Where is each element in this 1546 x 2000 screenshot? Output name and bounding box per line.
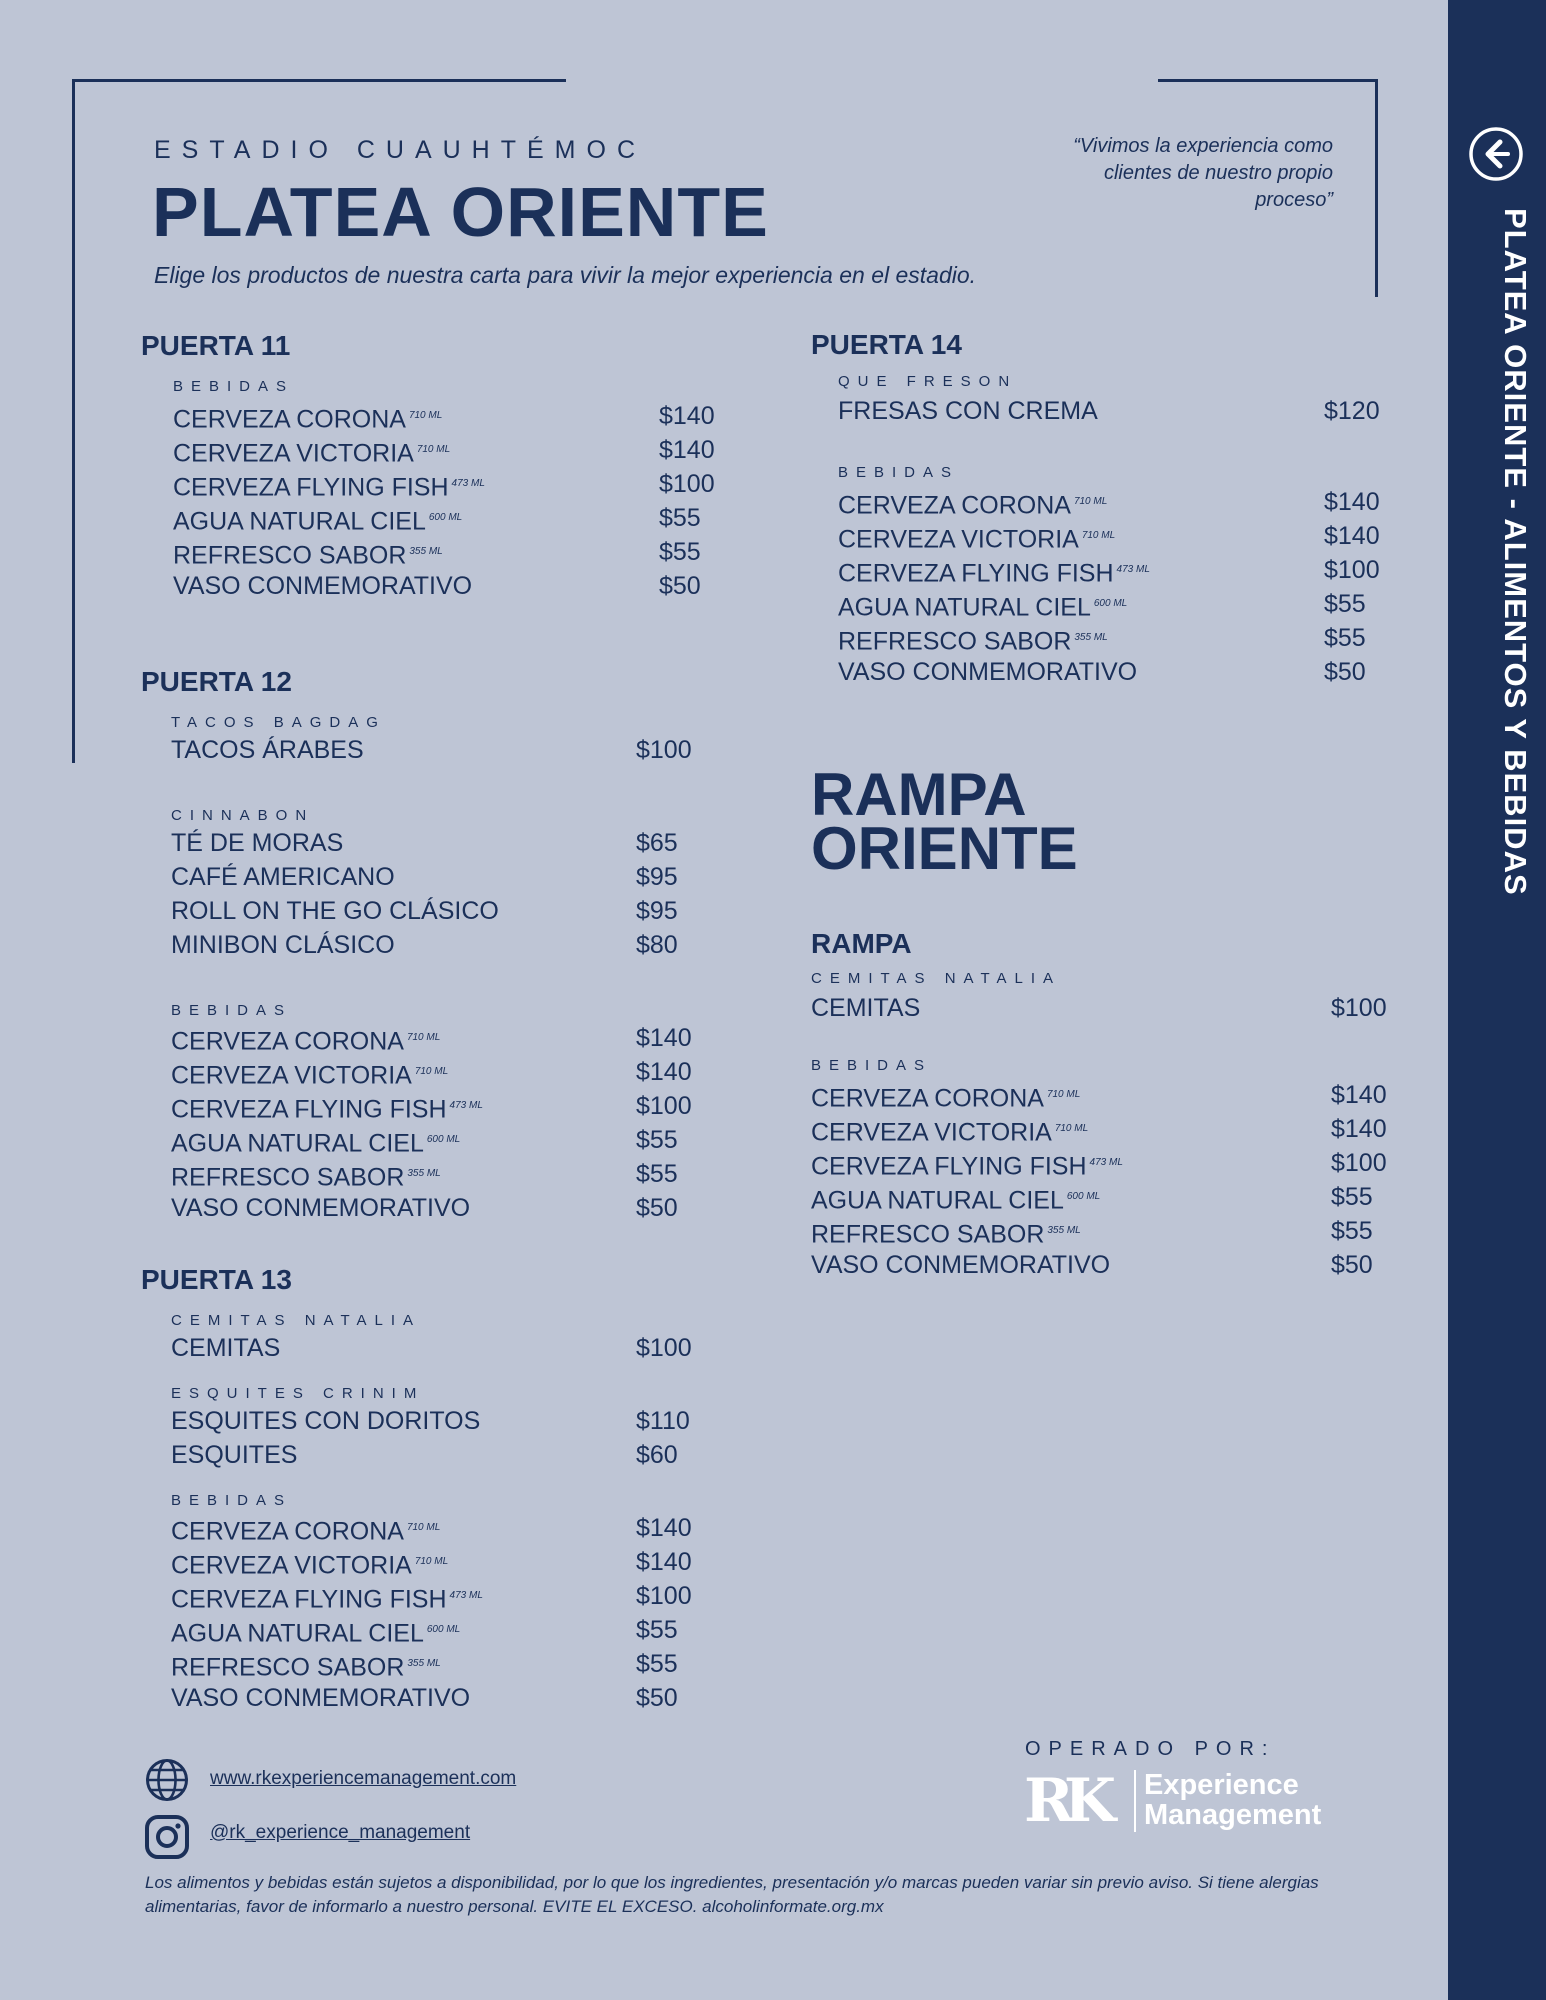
menu-item: [171, 1021, 726, 1055]
item-price: $55: [1331, 1183, 1373, 1211]
vendor-name: BEBIDAS: [173, 378, 295, 395]
item-price: $55: [636, 1160, 678, 1188]
item-price: $50: [636, 1684, 678, 1712]
menu-item: [171, 1123, 726, 1157]
vendor-name: CINNABON: [171, 807, 315, 824]
item-price: $120: [1324, 397, 1380, 425]
menu-item: [173, 399, 749, 433]
item-name: AGUA NATURAL CIEL: [811, 1186, 1064, 1215]
item-name: CERVEZA CORONA: [811, 1084, 1044, 1113]
item-price: $55: [636, 1616, 678, 1644]
item-price: $140: [659, 402, 715, 430]
item-name: VASO CONMEMORATIVO: [838, 658, 1138, 686]
menu-group: [173, 378, 749, 603]
menu-group: [171, 807, 726, 962]
section-title: PUERTA 12: [141, 666, 292, 697]
item-price: $140: [636, 1514, 692, 1542]
vendor-name: TACOS BAGDAG: [171, 714, 386, 731]
item-name: CERVEZA VICTORIA: [173, 439, 414, 468]
item-name: REFRESCO SABOR: [811, 1220, 1045, 1249]
item-size: 710 ML: [414, 1556, 449, 1567]
frame-top-right: [1158, 79, 1378, 82]
item-price: $100: [636, 1334, 692, 1362]
item-size: 473 ML: [1116, 564, 1150, 575]
menu-item: [171, 1545, 726, 1579]
item-size: 600 ML: [1066, 1191, 1101, 1202]
menu-item: [838, 587, 1414, 621]
menu-item: [811, 991, 1421, 1025]
menu-item: [171, 1613, 726, 1647]
item-name: AGUA NATURAL CIEL: [171, 1619, 424, 1648]
item-name: CERVEZA CORONA: [838, 491, 1071, 520]
item-name: CERVEZA CORONA: [171, 1517, 404, 1546]
item-price: $100: [1324, 556, 1380, 584]
menu-group: [171, 1312, 726, 1365]
menu-item: [811, 1146, 1421, 1180]
item-size: 710 ML: [408, 410, 443, 421]
item-name: TACOS ÁRABES: [171, 736, 364, 764]
menu-item: [171, 1404, 726, 1438]
item-price: $65: [636, 829, 678, 857]
item-price: $50: [1331, 1251, 1373, 1279]
item-price: $100: [636, 1092, 692, 1120]
section-title: PUERTA 14: [811, 329, 962, 360]
vendor-name: CEMITAS NATALIA: [811, 970, 1062, 987]
section-title: PUERTA 11: [141, 330, 291, 361]
menu-group: [171, 1385, 726, 1472]
item-name: VASO CONMEMORATIVO: [811, 1251, 1111, 1279]
operated-by-label: OPERADO POR:: [1025, 1738, 1276, 1760]
brand-quote: “Vivimos la experiencia como clientes de nuestro propio proceso”: [1073, 135, 1333, 211]
menu-item: [171, 1089, 726, 1123]
item-size: 355 ML: [1074, 632, 1108, 643]
logo-word-experience: Experience: [1144, 1769, 1299, 1801]
item-price: $55: [1324, 624, 1366, 652]
menu-item: [173, 501, 749, 535]
menu-item: [171, 928, 726, 962]
item-price: $140: [636, 1024, 692, 1052]
item-size: 710 ML: [414, 1066, 449, 1077]
item-name: CERVEZA VICTORIA: [838, 525, 1079, 554]
item-price: $50: [1324, 658, 1366, 686]
instagram-link[interactable]: @rk_experience_management: [210, 1822, 471, 1843]
item-name: CERVEZA CORONA: [173, 405, 406, 434]
menu-group: [838, 464, 1414, 689]
item-name: TÉ DE MORAS: [171, 829, 344, 857]
frame-left: [72, 79, 75, 763]
item-price: $100: [1331, 1149, 1387, 1177]
logo-word-management: Management: [1144, 1799, 1322, 1831]
item-size: 473 ML: [449, 1590, 483, 1601]
logo-divider: [1134, 1770, 1136, 1832]
item-name: CEMITAS: [171, 1334, 281, 1362]
menu-item: [173, 535, 749, 569]
rk-logo-mark: RK: [1024, 1766, 1107, 1836]
item-price: $110: [636, 1407, 690, 1435]
item-price: $100: [636, 736, 692, 764]
section-title: PUERTA 13: [141, 1264, 292, 1295]
vendor-name: BEBIDAS: [171, 1492, 293, 1509]
menu-group: [838, 373, 1414, 428]
item-price: $95: [636, 897, 678, 925]
item-size: 600 ML: [426, 1624, 461, 1635]
menu-item: [811, 1214, 1421, 1248]
vendor-name: ESQUITES CRINIM: [171, 1385, 425, 1402]
item-size: 600 ML: [1093, 598, 1128, 609]
item-name: REFRESCO SABOR: [173, 541, 407, 570]
menu-group: [171, 714, 726, 767]
logo-wordmark: [1144, 1770, 1321, 1830]
item-size: 710 ML: [416, 444, 451, 455]
menu-item: [171, 1157, 726, 1191]
item-name: VASO CONMEMORATIVO: [171, 1194, 471, 1222]
menu-item: [171, 1511, 726, 1545]
venue-name: ESTADIO CUAUHTÉMOC: [154, 136, 646, 164]
menu-item: [171, 1331, 726, 1365]
item-price: $95: [636, 863, 678, 891]
sidebar: [1448, 0, 1546, 2000]
item-name: VASO CONMEMORATIVO: [171, 1684, 471, 1712]
item-name: CERVEZA VICTORIA: [171, 1551, 412, 1580]
item-price: $55: [636, 1650, 678, 1678]
item-price: $55: [636, 1126, 678, 1154]
menu-item: [838, 519, 1414, 553]
item-name: CERVEZA FLYING FISH: [171, 1095, 447, 1124]
section-puerta-12: [141, 666, 726, 1225]
item-size: 710 ML: [406, 1522, 441, 1533]
website-link[interactable]: www.rkexperiencemanagement.com: [210, 1768, 517, 1789]
globe-icon: [145, 1758, 189, 1802]
item-price: $140: [659, 436, 715, 464]
item-name: ROLL ON THE GO CLÁSICO: [171, 897, 499, 925]
item-name: REFRESCO SABOR: [171, 1653, 405, 1682]
item-price: $100: [659, 470, 715, 498]
item-size: 710 ML: [406, 1032, 441, 1043]
page-title: PLATEA ORIENTE: [152, 173, 769, 251]
item-price: $55: [1324, 590, 1366, 618]
menu-item: [171, 1438, 726, 1472]
menu-item: [171, 1647, 726, 1681]
vendor-name: QUE FRESON: [838, 373, 1018, 390]
disclaimer-text: Los alimentos y bebidas están sujetos a disponibilidad, por lo que los ingredientes, presentación y/o marcas pueden variar sin previo aviso. Si tiene alergias alimentarias, favor de informarlo a nuestro personal. EVITE EL EXCESO. alcoholinformate.org.mx: [145, 1873, 1319, 1916]
item-size: 710 ML: [1054, 1123, 1089, 1134]
frame-top-left: [72, 79, 566, 82]
menu-group: [171, 1002, 726, 1225]
item-name: CERVEZA CORONA: [171, 1027, 404, 1056]
item-size: 710 ML: [1073, 496, 1108, 507]
item-name: FRESAS CON CREMA: [838, 397, 1098, 425]
menu-item: [811, 1248, 1421, 1282]
item-price: $140: [1331, 1081, 1387, 1109]
item-name: CERVEZA FLYING FISH: [838, 559, 1114, 588]
vendor-name: BEBIDAS: [811, 1057, 933, 1074]
item-name: AGUA NATURAL CIEL: [173, 507, 426, 536]
item-price: $140: [1324, 522, 1380, 550]
instagram-icon: [145, 1815, 189, 1859]
item-price: $55: [1331, 1217, 1373, 1245]
item-name: CERVEZA FLYING FISH: [811, 1152, 1087, 1181]
item-name: AGUA NATURAL CIEL: [171, 1129, 424, 1158]
menu-item: [811, 1112, 1421, 1146]
item-price: $50: [636, 1194, 678, 1222]
item-name: ESQUITES: [171, 1441, 298, 1469]
item-price: $140: [1331, 1115, 1387, 1143]
item-name: CEMITAS: [811, 994, 921, 1022]
item-size: 355 ML: [409, 546, 443, 557]
item-size: 355 ML: [1047, 1225, 1081, 1236]
menu-item: [171, 1055, 726, 1089]
sidebar-title: PLATEA ORIENTE - ALIMENTOS Y BEBIDAS: [1498, 208, 1533, 896]
menu-item: [838, 621, 1414, 655]
section-title: RAMPA: [811, 928, 912, 959]
item-price: $100: [636, 1582, 692, 1610]
item-name: MINIBON CLÁSICO: [171, 931, 395, 959]
menu-item: [171, 894, 726, 928]
item-size: 600 ML: [426, 1134, 461, 1145]
menu-item: [811, 1180, 1421, 1214]
item-price: $140: [636, 1058, 692, 1086]
menu-item: [838, 553, 1414, 587]
menu-item: [171, 826, 726, 860]
menu-item: [173, 467, 749, 501]
item-size: 473 ML: [451, 478, 485, 489]
item-price: $140: [636, 1548, 692, 1576]
item-name: CERVEZA VICTORIA: [171, 1061, 412, 1090]
frame-right: [1375, 79, 1378, 297]
section-puerta-13: [141, 1264, 726, 1715]
item-price: $55: [659, 504, 701, 532]
rampa-title-line1: RAMPA: [811, 761, 1027, 828]
vendor-name: CEMITAS NATALIA: [171, 1312, 422, 1329]
rampa-oriente-title: [811, 761, 1078, 882]
item-size: 710 ML: [1046, 1089, 1081, 1100]
item-price: $50: [659, 572, 701, 600]
section-puerta-14: [811, 329, 1414, 689]
menu-group: [811, 1057, 1421, 1282]
item-size: 473 ML: [449, 1100, 483, 1111]
item-name: AGUA NATURAL CIEL: [838, 593, 1091, 622]
menu-item: [838, 485, 1414, 519]
menu-item: [171, 1579, 726, 1613]
item-price: $60: [636, 1441, 678, 1469]
item-price: $100: [1331, 994, 1387, 1022]
menu-group: [171, 1492, 726, 1715]
vendor-name: BEBIDAS: [838, 464, 960, 481]
item-size: 710 ML: [1081, 530, 1116, 541]
rampa-title-line2: ORIENTE: [811, 815, 1078, 882]
item-size: 355 ML: [407, 1658, 441, 1669]
page-tagline: Elige los productos de nuestra carta para vivir la mejor experiencia en el estadio.: [154, 262, 977, 288]
menu-item: [838, 394, 1414, 428]
item-name: REFRESCO SABOR: [171, 1163, 405, 1192]
item-price: $55: [659, 538, 701, 566]
item-name: CERVEZA FLYING FISH: [173, 473, 449, 502]
menu-item: [811, 1078, 1421, 1112]
item-name: VASO CONMEMORATIVO: [173, 572, 473, 600]
item-size: 355 ML: [407, 1168, 441, 1179]
item-price: $80: [636, 931, 678, 959]
vendor-name: BEBIDAS: [171, 1002, 293, 1019]
menu-item: [171, 1681, 726, 1715]
menu-item: [171, 860, 726, 894]
back-chevron-icon[interactable]: [1468, 126, 1524, 182]
section-puerta-11: [141, 330, 749, 603]
item-name: REFRESCO SABOR: [838, 627, 1072, 656]
menu-item: [173, 433, 749, 467]
item-size: 473 ML: [1089, 1157, 1123, 1168]
menu-item: [838, 655, 1414, 689]
menu-item: [173, 569, 749, 603]
menu-group: [811, 970, 1421, 1025]
item-name: CERVEZA VICTORIA: [811, 1118, 1052, 1147]
item-name: CERVEZA FLYING FISH: [171, 1585, 447, 1614]
menu-item: [171, 1191, 726, 1225]
section-rampa: [811, 928, 1421, 1282]
item-price: $140: [1324, 488, 1380, 516]
menu-item: [171, 733, 726, 767]
item-size: 600 ML: [428, 512, 463, 523]
item-name: CAFÉ AMERICANO: [171, 863, 395, 891]
item-name: ESQUITES CON DORITOS: [171, 1407, 481, 1435]
